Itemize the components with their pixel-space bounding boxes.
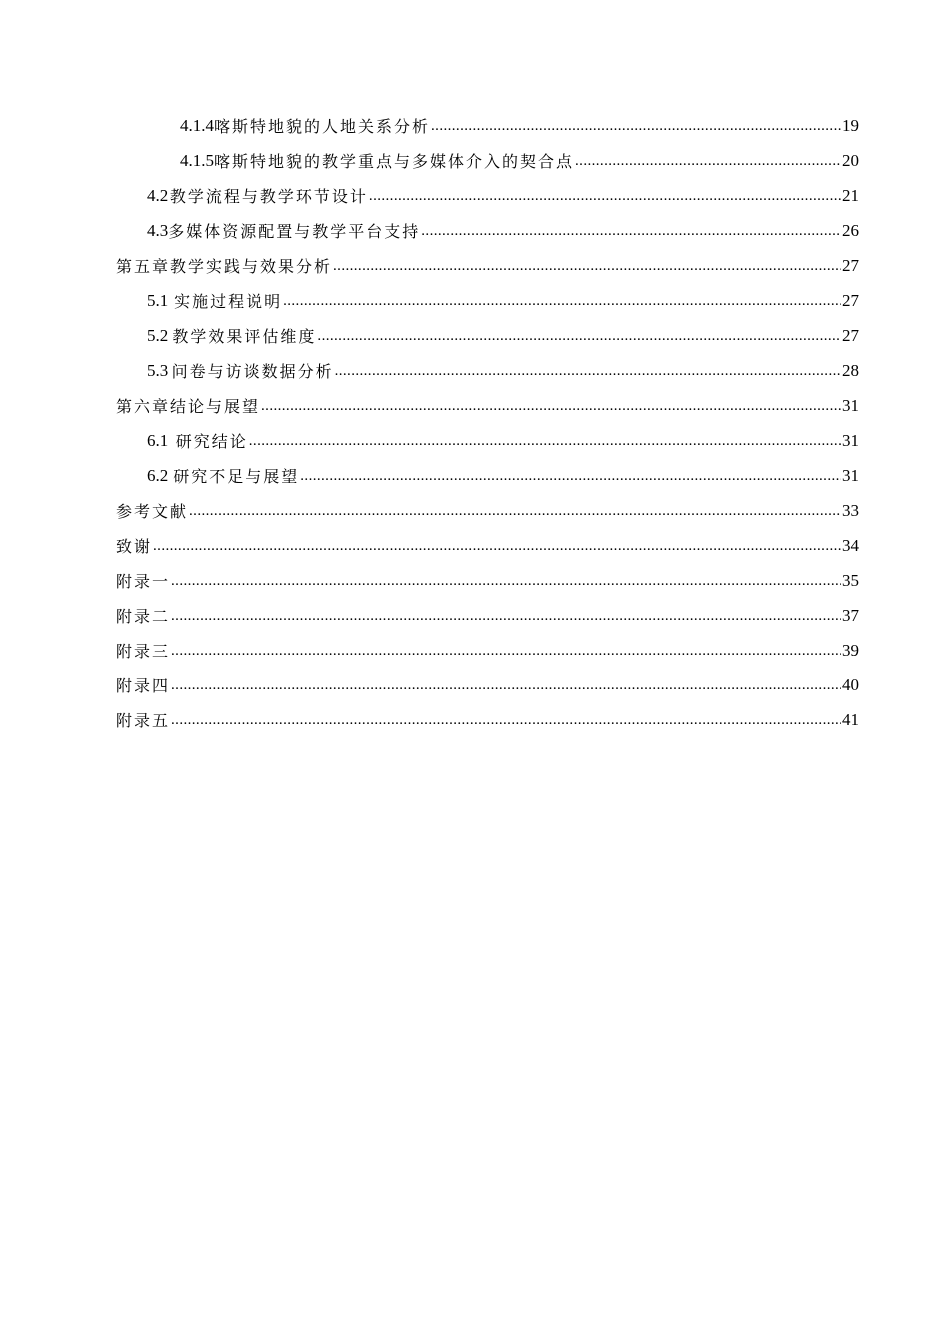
toc-dot-leader bbox=[369, 188, 841, 205]
toc-entry-title: 参考文献 bbox=[116, 502, 189, 521]
toc-entry-number: 4.2 bbox=[147, 185, 169, 205]
toc-entry-title: 教学流程与教学环节设计 bbox=[169, 187, 368, 206]
toc-entry-title: 附录四 bbox=[116, 676, 171, 695]
toc-entry-title: 教学实践与效果分析 bbox=[170, 257, 333, 276]
toc-entry-page: 35 bbox=[842, 570, 859, 590]
toc-entry-page: 31 bbox=[842, 395, 859, 415]
toc-entry-number: 6.2 bbox=[147, 465, 169, 485]
toc-entry-4-2[interactable] bbox=[147, 178, 859, 213]
toc-entry-page: 34 bbox=[842, 535, 859, 555]
toc-entry-number: 4.1.4 bbox=[180, 115, 214, 135]
toc-entry-number: 5.1 bbox=[147, 290, 169, 310]
toc-entry-number: 6.1 bbox=[147, 430, 169, 450]
toc-entry-title: 多媒体资源配置与教学平台支持 bbox=[168, 222, 421, 241]
toc-entry-5-2[interactable] bbox=[147, 318, 859, 353]
toc-dot-leader bbox=[300, 468, 841, 485]
toc-dot-leader bbox=[153, 538, 841, 555]
toc-entry-references[interactable] bbox=[116, 493, 859, 528]
toc-entry-appendix-5[interactable] bbox=[116, 702, 859, 737]
toc-entry-title: 附录五 bbox=[116, 711, 171, 730]
toc-entry-title: 喀斯特地貌的教学重点与多媒体介入的契合点 bbox=[214, 152, 575, 171]
toc-entry-page: 37 bbox=[842, 605, 859, 625]
toc-entry-title: 附录一 bbox=[116, 572, 171, 591]
toc-entry-number: 5.2 bbox=[147, 325, 169, 345]
toc-dot-leader bbox=[249, 433, 841, 450]
toc-entry-appendix-1[interactable] bbox=[116, 563, 859, 598]
toc-entry-page: 31 bbox=[842, 430, 859, 450]
toc-dot-leader bbox=[189, 503, 841, 520]
toc-entry-5-3[interactable] bbox=[147, 353, 859, 388]
toc-dot-leader bbox=[171, 712, 841, 729]
toc-entry-title: 喀斯特地貌的人地关系分析 bbox=[214, 117, 431, 136]
toc-dot-leader bbox=[283, 293, 841, 310]
toc-dot-leader bbox=[171, 573, 841, 590]
toc-entry-page: 27 bbox=[842, 290, 859, 310]
toc-entry-title: 教学效果评估维度 bbox=[172, 327, 317, 346]
toc-entry-page: 39 bbox=[842, 640, 859, 660]
toc-entry-page: 21 bbox=[842, 185, 859, 205]
toc-entry-chapter-6[interactable] bbox=[116, 388, 859, 423]
toc-dot-leader bbox=[431, 118, 841, 135]
toc-entry-number: 5.3 bbox=[147, 360, 169, 380]
toc-entry-title: 附录三 bbox=[116, 642, 171, 661]
toc-entry-page: 40 bbox=[842, 674, 859, 694]
toc-entry-title: 研究结论 bbox=[175, 432, 248, 451]
toc-entry-title: 研究不足与展望 bbox=[173, 467, 300, 486]
toc-entry-5-1[interactable] bbox=[147, 283, 859, 318]
toc-entry-title: 致谢 bbox=[116, 537, 153, 556]
toc-entry-appendix-3[interactable] bbox=[116, 633, 859, 668]
toc-dot-leader bbox=[335, 363, 841, 380]
toc-entry-title: 附录二 bbox=[116, 607, 171, 626]
toc-dot-leader bbox=[261, 398, 841, 415]
toc-entry-page: 33 bbox=[842, 500, 859, 520]
toc-entry-appendix-2[interactable] bbox=[116, 598, 859, 633]
toc-entry-number: 第五章 bbox=[116, 257, 171, 276]
toc-entry-number: 4.3 bbox=[147, 220, 169, 240]
toc-dot-leader bbox=[575, 153, 841, 170]
toc-entry-4-3[interactable] bbox=[147, 213, 859, 248]
toc-entry-6-1[interactable] bbox=[147, 423, 859, 458]
toc-entry-acknowledgements[interactable] bbox=[116, 528, 859, 563]
toc-dot-leader bbox=[171, 608, 841, 625]
toc-entry-4-1-4[interactable] bbox=[180, 108, 859, 143]
toc-entry-page: 26 bbox=[842, 220, 859, 240]
toc-entry-page: 28 bbox=[842, 360, 859, 380]
toc-dot-leader bbox=[333, 258, 841, 275]
toc-dot-leader bbox=[317, 328, 841, 345]
toc-entry-page: 31 bbox=[842, 465, 859, 485]
toc-dot-leader bbox=[421, 223, 841, 240]
toc-entry-4-1-5[interactable] bbox=[180, 143, 859, 178]
toc-entry-page: 27 bbox=[842, 255, 859, 275]
toc-entry-page: 19 bbox=[842, 115, 859, 135]
toc-entry-appendix-4[interactable] bbox=[116, 667, 859, 702]
toc-entry-title: 结论与展望 bbox=[170, 397, 261, 416]
toc-entry-chapter-5[interactable] bbox=[116, 248, 859, 283]
toc-entry-number: 4.1.5 bbox=[180, 150, 214, 170]
toc-entry-page: 27 bbox=[842, 325, 859, 345]
toc-dot-leader bbox=[171, 677, 841, 694]
toc-entry-page: 20 bbox=[842, 150, 859, 170]
toc-entry-number: 第六章 bbox=[116, 397, 171, 416]
toc-entry-title: 问卷与访谈数据分析 bbox=[171, 362, 334, 381]
toc-entry-6-2[interactable] bbox=[147, 458, 859, 493]
toc-entry-page: 41 bbox=[842, 709, 859, 729]
toc-dot-leader bbox=[171, 643, 841, 660]
toc-entry-title: 实施过程说明 bbox=[174, 292, 283, 311]
